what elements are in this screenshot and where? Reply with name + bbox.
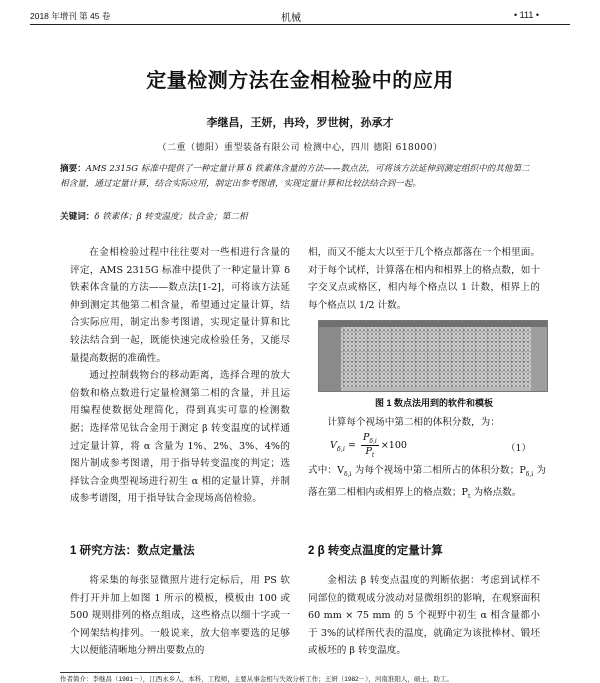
abstract-label: 摘要： [60, 164, 86, 174]
def-sub-3: t [467, 492, 471, 500]
def-sub-1: δ,i [344, 470, 352, 478]
paper-title: 定量检测方法在金相检验中的应用 [146, 70, 454, 92]
eq-numerator: P [362, 432, 370, 443]
header-rule [30, 24, 570, 25]
formula-intro-text: 计算每个视场中第二相的体积分数，为： [327, 417, 500, 428]
figure-1-image [318, 320, 548, 392]
equation-number: （1） [506, 443, 532, 454]
section-1-body [70, 572, 290, 660]
section-2-paragraph: 金相法 β 转变点温度的判断依据：考虑到试样不同部位的微观成分波动对显微组织的影响，在观察面积 60 mm × 75 mm 的 5 个视野中初生 α 相含量都小于 3%的试样所代表的温度，就确定为该批棒材、锻坯或板坯的 β 转变温度。 [308, 575, 540, 657]
running-header-title: 机械 [281, 13, 301, 24]
section-2-body [308, 572, 540, 660]
running-header-journal: 2018 年增刊 第 45 卷 [30, 11, 111, 21]
eq-lhs: V [330, 439, 337, 451]
formula-definitions [308, 462, 546, 505]
keywords [60, 210, 538, 222]
figure-1-caption: 图 1 数点法用到的软件和模板 [374, 398, 493, 408]
section-1-heading: 1 研究方法：数点定量法 [70, 545, 195, 557]
intro-column [70, 244, 290, 508]
eq-numerator-sub: δ,i [369, 437, 377, 445]
keywords-text: δ 铁素体；β 转变温度；钛合金；第二相 [94, 212, 248, 222]
micrograph-graphic [319, 321, 547, 391]
eq-tail: ×100 [380, 439, 407, 451]
abstract [60, 162, 538, 192]
eq-fraction [361, 432, 379, 459]
definition-text [308, 462, 546, 505]
section-1-paragraph: 将采集的每张显微照片进行定标后，用 PS 软件打开并加上如图 1 所示的模板，模板由 100 或 500 规则排列的格点组成，这些格点以细十字或一个网架结构排列。一般说来，放大倍率要选的足够大以便能清晰地分辨出要数点的 [70, 575, 290, 657]
right-paragraph-1: 相，而又不能太大以至于几个格点都落在一个相里面。对于每个试样，计算落在相内和相界上的格点数，如十字交叉点或格区，相内每个格点以 1 计数，相界上的每个格点以 1/2 计数。 [308, 247, 540, 311]
author-footnote: 作者简介：李继昌（1981－），江西永乡人，本科，工程师，主要从事金相与失效分析工作；王妍（1982－），河南淮阳人，硕士，助工。 [60, 676, 453, 683]
page-number: • 111 • [514, 10, 539, 20]
affiliation: （二重（德阳）重型装备有限公司 检测中心，四川 德阳 618000） [157, 143, 443, 153]
footnote-rule [60, 672, 180, 673]
section-2-heading: 2 β 转变点温度的定量计算 [308, 545, 443, 557]
author-list: 李继昌，王妍，冉玲，罗世树，孙承才 [206, 116, 394, 129]
equation-1: $V_{\delta,i}$ = $\frac{P_{\delta,i}}{P_t}$ ×100 [330, 432, 407, 459]
eq-denominator: P [365, 445, 372, 457]
intro-paragraph-1: 在金相检验过程中往往要对一些相进行含量的评定，AMS 2315G 标准中提供了一种定量计算 δ 铁素体含量的方法——数点法[1-2]，可将该方法延伸到测定其他第二相含量，希望通过定量计算，结合实际应用，制定出参考图谱，实现定量计算和比较法结合到一起，既能快速完成检验任务，又能尽量提高数据的准确性。 [70, 247, 290, 364]
def-part-2: 为每个视场中第二相所占的体积分数；P [351, 465, 526, 476]
def-sub-2: δ,i [525, 470, 534, 478]
eq-lhs-sub: δ,i [336, 444, 345, 453]
eq-denominator-sub: t [371, 451, 375, 459]
formula-intro [308, 414, 548, 432]
def-part-1: 式中：V [308, 465, 345, 476]
intro-paragraph-2: 通过控制载物台的移动距离，选择合理的放大倍数和格点数进行定量检测第二相的含量，并且运用编程使数据处理简化，得到真实可靠的检测数据；选择常见钛合金用于测定 β 转变温度的试样通过定量计算，将 α 含量为 1%、2%、3%、4%的图片制成参考图谱，用于指导转变温度的判定；选择钛合金典型视场进行初生 α 相的定量计算，并制成参考谱图，用于指导钛合金现场高倍检验。 [70, 370, 290, 505]
right-column-top [308, 244, 540, 314]
abstract-text: AMS 2315G 标准中提供了一种定量计算 δ 铁素体含量的方法——数点法，可将该方法延伸到测定组织中的其他第二相含量，通过定量计算，结合实际应用，制定出参考图谱，实现定量计算和比较法结合到一起。 [60, 164, 530, 189]
keywords-label: 关键词： [60, 212, 95, 222]
def-part-4: 为格点数。 [470, 486, 522, 498]
def-part-3: 为落在第二相相内或相界上的格点数；P [308, 465, 546, 498]
